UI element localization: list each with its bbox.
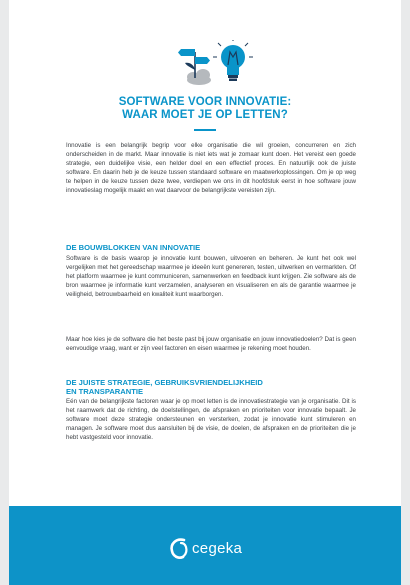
cegeka-logo [168, 536, 248, 562]
section2-paragraph-1: Eén van de belangrijkste factoren waar je op moet letten is de innovatiestrategie van je organisatie. Dit is het raamwerk dat de richting, de doelstellingen, de afspraken en prioriteiten voor innovatie bepaalt. Je software moet deze strategie ondersteunen en versterken, zodat je innovatie kunt stimuleren en managen. Je software moet dus aansluiten bij de visie, de doelen, de afspraken en de prioriteiten die je hebt vastgesteld voor innovatie. [66, 398, 356, 442]
cegeka-logo-icon [168, 536, 190, 562]
logo-wordmark: cegeka [192, 540, 243, 557]
brand-footer [9, 506, 401, 585]
document-page [9, 0, 401, 585]
title-line: SOFTWARE VOOR INNOVATIE: [118, 96, 292, 108]
title-divider [194, 129, 216, 131]
page-title [9, 96, 401, 122]
innovation-illustration [169, 40, 259, 90]
section-heading-strategie [66, 378, 356, 396]
lightbulb-icon [213, 40, 253, 81]
heading-line: DE JUISTE STRATEGIE, GEBRUIKSVRIENDELIJKHEID [66, 378, 263, 387]
heading-line: DE BOUWBLOKKEN VAN INNOVATIE [66, 243, 201, 252]
heading-line: EN TRANSPARANTIE [66, 387, 144, 396]
section1-paragraph-1: Software is de basis waarop je innovatie kunt bouwen, uitvoeren en beheren. Je kunt het ook wel vergelijken met het gereedschap waarmee je ideeën kunt genereren, testen, uitwerken en vermarkten. Of het platform waarmee je kunt communiceren, samenwerken en feedback kunt krijgen. Zie software als de bron waarmee je informatie kunt verzamelen, analyseren en visualiseren en als de garantie waarmee je veiligheid, betrouwbaarheid en kwaliteit kunt waarborgen. [66, 255, 356, 299]
cloud-icon [187, 69, 211, 85]
section1-paragraph-2: Maar hoe kies je de software die het beste past bij jouw organisatie en jouw innovatiedoelen? Dat is geen eenvoudige vraag, want er zijn veel factoren en eisen waarmee je rekening moet houden. [66, 336, 356, 353]
section-heading-bouwblokken [66, 243, 356, 252]
title-line: WAAR MOET JE OP LETTEN? [122, 109, 288, 121]
intro-paragraph: Innovatie is een belangrijk begrip voor elke organisatie die wil groeien, concurreren en zich onderscheiden in de markt. Maar innovatie is niet iets wat je zomaar kunt doen. Het vereist een goede strategie, een duidelijke visie, een helder doel en een effectief proces. En natuurlijk ook de juiste software. En daarin heb je de keuze tussen standaard software en maatwerkoplossingen. Om je op weg te helpen in de keuze tussen deze twee, verdiepen we ons in dit hoofdstuk eerst in hoe software jouw innovatieslag mogelijk maakt en wat daarvoor de belangrijkste vereisten zijn. [66, 142, 356, 195]
